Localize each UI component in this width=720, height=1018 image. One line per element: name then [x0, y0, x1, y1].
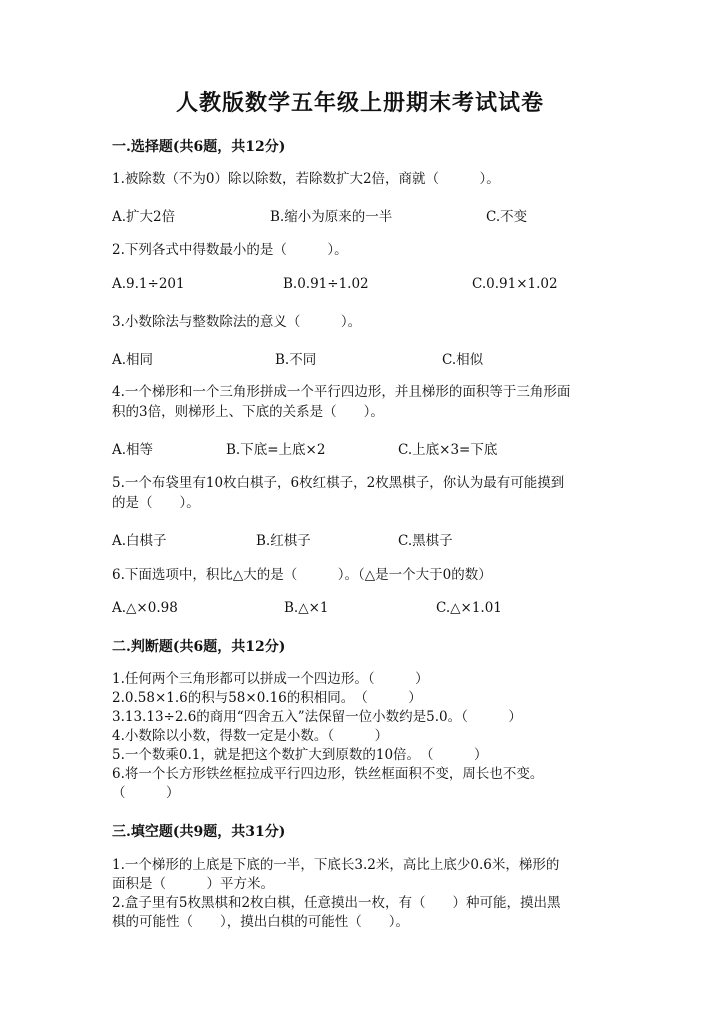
- question-text: 1.被除数（不为0）除以除数，若除数扩大2倍，商就（ ）。: [112, 171, 500, 187]
- option-c: C.△×1.01: [436, 600, 502, 616]
- section-heading-judgement: 二.判断题(共6题，共12分): [112, 639, 286, 655]
- question-text-line2: 的是（ ）。: [112, 495, 200, 511]
- judgement-item: 3.13.13÷2.6的商用“四舍五入”法保留一位小数约是5.0。（ ）: [112, 709, 522, 725]
- option-c: C.0.91×1.02: [472, 276, 558, 292]
- option-c: C.不变: [486, 209, 528, 225]
- question-text: 3.小数除法与整数除法的意义（ ）。: [112, 314, 362, 330]
- judgement-item: 1.任何两个三角形都可以拼成一个四边形。（ ）: [112, 671, 429, 687]
- fill-question-line2: 面积是（ ）平方米。: [112, 876, 274, 892]
- option-b: B.缩小为原来的一半: [270, 209, 393, 225]
- option-a: A.相同: [112, 352, 154, 368]
- option-b: B.不同: [275, 352, 317, 368]
- judgement-item-answer-blank: （ ）: [112, 785, 180, 801]
- option-a: A.相等: [112, 442, 154, 458]
- section-heading-choice: 一.选择题(共6题，共12分): [112, 139, 286, 155]
- judgement-item: 4.小数除以小数，得数一定是小数。（ ）: [112, 728, 389, 744]
- fill-question-line1: 2.盒子里有5枚黑棋和2枚白棋，任意摸出一枚，有（ ）种可能，摸出黑: [112, 895, 561, 911]
- question-text: 2.下列各式中得数最小的是（ ）。: [112, 242, 348, 258]
- question-text-line1: 5.一个布袋里有10枚白棋子，6枚红棋子，2枚黑棋子，你认为最有可能摸到: [112, 475, 565, 491]
- option-a: A.△×0.98: [112, 600, 178, 616]
- option-c: C.相似: [442, 352, 484, 368]
- page-title: 人教版数学五年级上册期末考试试卷: [175, 90, 544, 116]
- question-text: 6.下面选项中，积比△大的是（ ）。（△是一个大于0的数）: [112, 567, 492, 583]
- option-b: B.0.91÷1.02: [283, 276, 369, 292]
- option-b: B.红棋子: [256, 533, 311, 549]
- option-b: B.△×1: [284, 600, 329, 616]
- judgement-item: 5.一个数乘0.1，就是把这个数扩大到原数的10倍。 （ ）: [112, 747, 488, 763]
- option-a: A.扩大2倍: [112, 209, 176, 225]
- fill-question-line1: 1.一个梯形的上底是下底的一半，下底长3.2米，高比上底少0.6米，梯形的: [112, 857, 560, 873]
- question-text-line1: 4.一个梯形和一个三角形拼成一个平行四边形，并且梯形的面积等于三角形面: [112, 384, 571, 400]
- section-heading-fill: 三.填空题(共9题，共31分): [112, 824, 286, 840]
- judgement-item: 2.0.58×1.6的积与58×0.16的积相同。 （ ）: [112, 690, 422, 706]
- option-a: A.9.1÷201: [112, 276, 185, 292]
- question-text-line2: 积的3倍，则梯形上、下底的关系是（ ）。: [112, 404, 384, 420]
- option-a: A.白棋子: [112, 533, 167, 549]
- fill-question-line2: 棋的可能性（ ），摸出白棋的可能性（ ）。: [112, 914, 409, 930]
- option-c: C.上底×3=下底: [398, 442, 498, 458]
- judgement-item: 6.将一个长方形铁丝框拉成平行四边形，铁丝框面积不变，周长也不变。: [112, 766, 544, 782]
- option-b: B.下底=上底×2: [226, 442, 326, 458]
- option-c: C.黑棋子: [398, 533, 453, 549]
